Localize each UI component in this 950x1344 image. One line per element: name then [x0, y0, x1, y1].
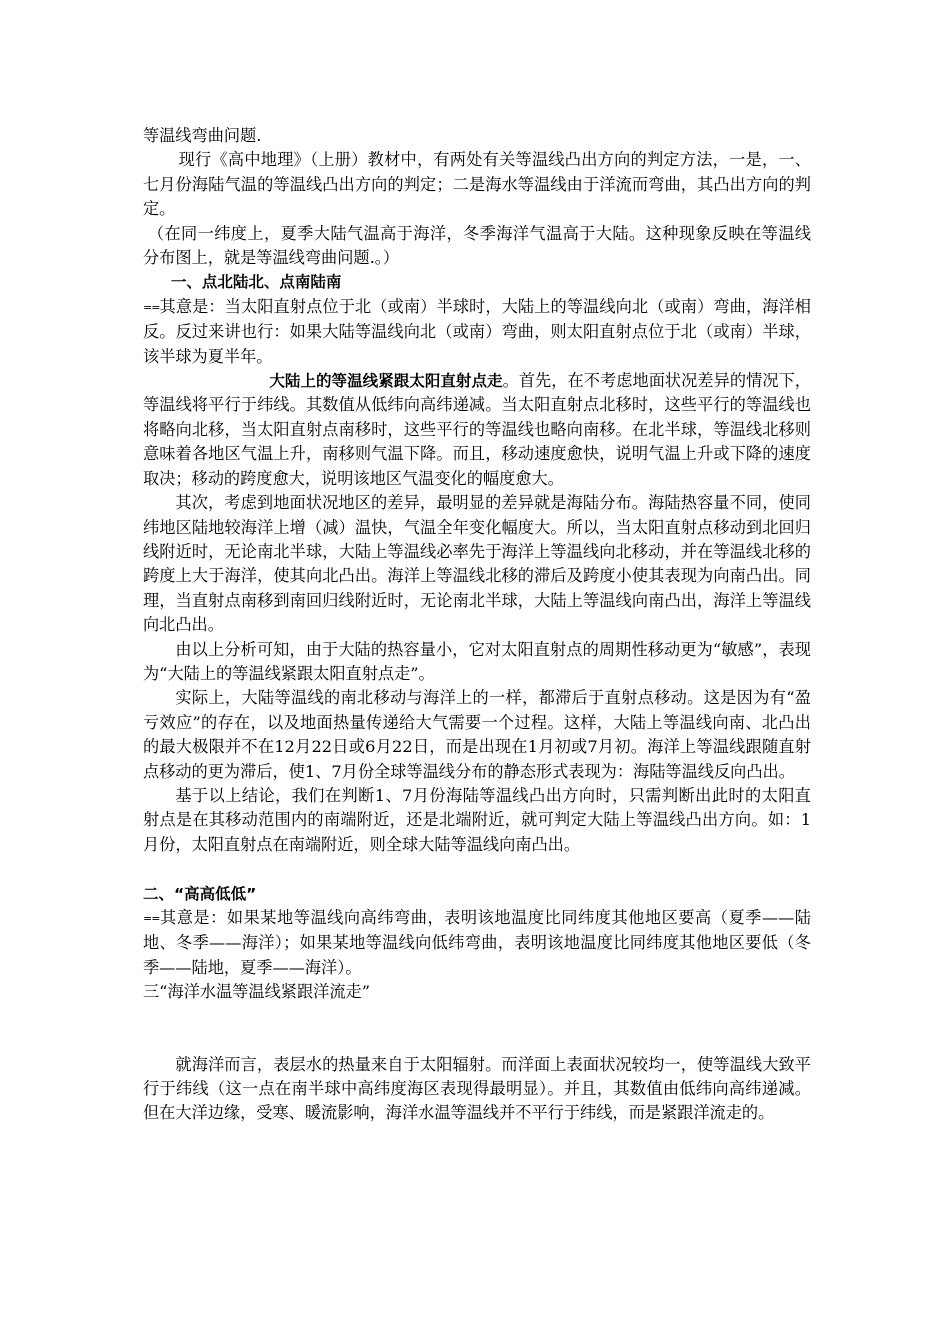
section2-heading: 二、“高高低低” [143, 884, 257, 903]
section2-marker: == [143, 911, 160, 925]
section1-paragraph-4: 实际上，大陆等温线的南北移动与海洋上的一样，都滞后于直射点移动。这是因为有“盈亏效应”的存在，以及地面热量传递给大气需要一个过程。这样，大陆上等温线向南、北凸出的最大极限并不在12月22日或6月22日，而是出现在1月初或7月初。海洋上等温线跟随直射点移动的更为滞后，使1、7月份全球等温线分布的静态形式表现为：海陆等温线反向凸出。 [143, 688, 811, 781]
section1-paragraph-3: 由以上分析可知，由于大陆的热容量小，它对太阳直射点的周期性移动更为“敏感”，表现为“大陆上的等温线紧跟太阳直射点走”。 [143, 639, 811, 683]
spacer [143, 857, 811, 881]
section1-paragraph-1 [143, 369, 811, 491]
document-title: 等温线弯曲问题. [143, 126, 262, 145]
section3-heading: 三“海洋水温等温线紧跟洋流走” [143, 982, 370, 1002]
document-page [143, 124, 811, 1126]
section1-paragraph-5: 基于以上结论，我们在判断1、7月份海陆等温线凸出方向时，只需判断出此时的太阳直射点是在其移动范围内的南端附近，还是北端附近，就可判定大陆上等温线凸出方向。如：1月份，太阳直射点在南端附近，则全球大陆等温线向南凸出。 [143, 785, 811, 854]
section1-heading: 一、点北陆北、点南陆南 [170, 273, 342, 292]
intro-paragraph: 现行《高中地理》（上册）教材中，有两处有关等温线凸出方向的判定方法，一是，一、七月份海陆气温的等温线凸出方向的判定；二是海水等温线由于洋流而弯曲，其凸出方向的判定。 [143, 150, 811, 219]
intro-note-paragraph: （在同一纬度上，夏季大陆气温高于海洋，冬季海洋气温高于大陆。这种现象反映在等温线分布图上，就是等温线弯曲问题.。） [143, 223, 811, 268]
section3-paragraph-1: 就海洋而言，表层水的热量来自于太阳辐射。而洋面上表面状况较均一，使等温线大致平行于纬线（这一点在南半球中高纬度海区表现得最明显）。并且，其数值由低纬向高纬递减。但在大洋边缘，受寒、暖流影响，海洋水温等温线并不平行于纬线，而是紧跟洋流走的。 [143, 1054, 811, 1123]
section1-marker: == [143, 300, 160, 314]
section1-paragraph-2: 其次，考虑到地面状况地区的差异，最明显的差异就是海陆分布。海陆热容量不同，使同纬地区陆地较海洋上增（减）温快，气温全年变化幅度大。所以，当太阳直射点移动到北回归线附近时，无论南北半球，大陆上等温线必率先于海洋上等温线向北移动，并在等温线北移的跨度上大于海洋，使其向北凸出。海洋上等温线北移的滞后及跨度小使其表现为向南凸出。同理，当直射点南移到南回归线附近时，无论南北半球，大陆上等温线向南凸出，海洋上等温线向北凸出。 [143, 493, 811, 635]
section1-p1-text: 。首先，在不考虑地面状况差异的情况下，等温线将平行于纬线。其数值从低纬向高纬递减。当太阳直射点北移时，这些平行的等温线也将略向北移，当太阳直射点南移时，这些平行的等温线也略向南移。在北半球，等温线北移则意味着各地区气温上升，南移则气温下降。而且，移动速度愈快，说明气温上升或下降的速度取决；移动的跨度愈大，说明该地区气温变化的幅度愈大。 [143, 371, 811, 488]
section1-meaning-paragraph [143, 295, 811, 369]
section1-meaning-text: 其意是：当太阳直射点位于北（或南）半球时，大陆上的等温线向北（或南）弯曲，海洋相反。反过来讲也行：如果大陆等温线向北（或南）弯曲，则太阳直射点位于北（或南）半球，该半球为夏半年。 [143, 296, 811, 366]
section2-meaning-paragraph [143, 906, 811, 980]
section2-meaning-text: 其意是：如果某地等温线向高纬弯曲，表明该地温度比同纬度其他地区要高（夏季——陆地、冬季——海洋）；如果某地等温线向低纬弯曲，表明该地温度比同纬度其他地区要低（冬季——陆地，夏季——海洋）。 [143, 907, 811, 977]
spacer [143, 1005, 811, 1053]
section1-p1-bold: 大陆上的等温线紧跟太阳直射点走 [269, 372, 503, 391]
